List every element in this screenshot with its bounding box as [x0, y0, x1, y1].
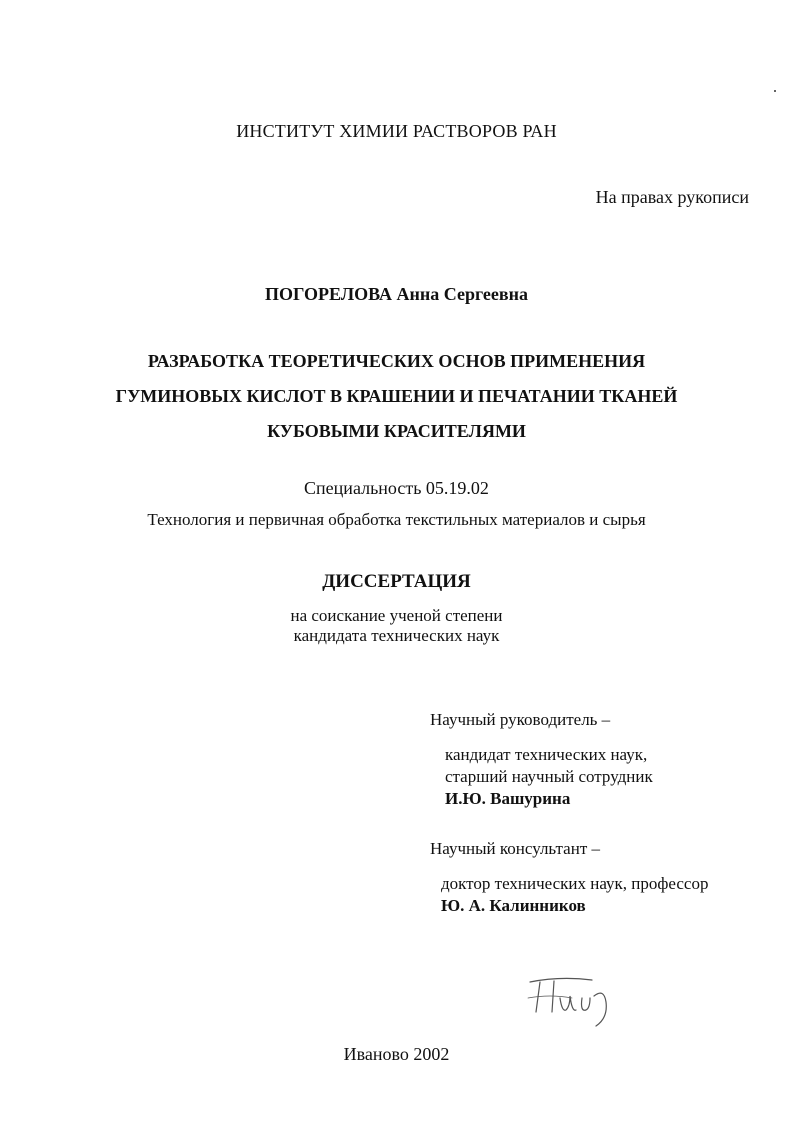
degree-line: на соискание ученой степени [290, 606, 503, 625]
supervisor-title-line: кандидат технических наук, [445, 745, 648, 764]
city-and-year: Иваново 2002 [343, 1044, 450, 1064]
dissertation-title [0, 344, 793, 449]
signature-stroke [582, 998, 591, 1010]
author-name: ПОГОРЕЛОВА Анна Сергеевна [264, 284, 529, 304]
signature-stroke [530, 978, 592, 982]
supervisor-details [445, 744, 653, 810]
title-line: РАЗРАБОТКА ТЕОРЕТИЧЕСКИХ ОСНОВ ПРИМЕНЕНИЯ [147, 351, 646, 371]
handwritten-signature [520, 968, 630, 1038]
supervisor-label: Научный руководитель – [430, 710, 611, 729]
consultant-title-line: доктор технических наук, профессор [441, 874, 709, 893]
signature-stroke [594, 993, 606, 1026]
specialty-code: Специальность 05.19.02 [304, 478, 489, 498]
document-type: ДИССЕРТАЦИЯ [322, 571, 471, 592]
signature-stroke [560, 996, 576, 1010]
consultant-details [441, 873, 708, 917]
supervisor-title-line: старший научный сотрудник [445, 767, 653, 786]
signature-stroke [528, 996, 572, 998]
rights-note: На правах рукописи [595, 187, 749, 207]
consultant-label: Научный консультант – [430, 839, 600, 858]
title-line: ГУМИНОВЫХ КИСЛОТ В КРАШЕНИИ И ПЕЧАТАНИИ ТКАНЕЙ [115, 386, 678, 406]
scan-speck [774, 90, 776, 92]
consultant-name: Ю. А. Калинников [441, 896, 586, 915]
degree-description [0, 606, 793, 646]
supervisor-name: И.Ю. Вашурина [445, 789, 571, 808]
degree-line: кандидата технических наук [293, 626, 500, 645]
signature-stroke [552, 981, 554, 1012]
institute-name: ИНСТИТУТ ХИМИИ РАСТВОРОВ РАН [236, 121, 557, 141]
title-line: КУБОВЫМИ КРАСИТЕЛЯМИ [267, 421, 526, 441]
specialty-name: Технология и первичная обработка текстильных материалов и сырья [147, 510, 646, 529]
